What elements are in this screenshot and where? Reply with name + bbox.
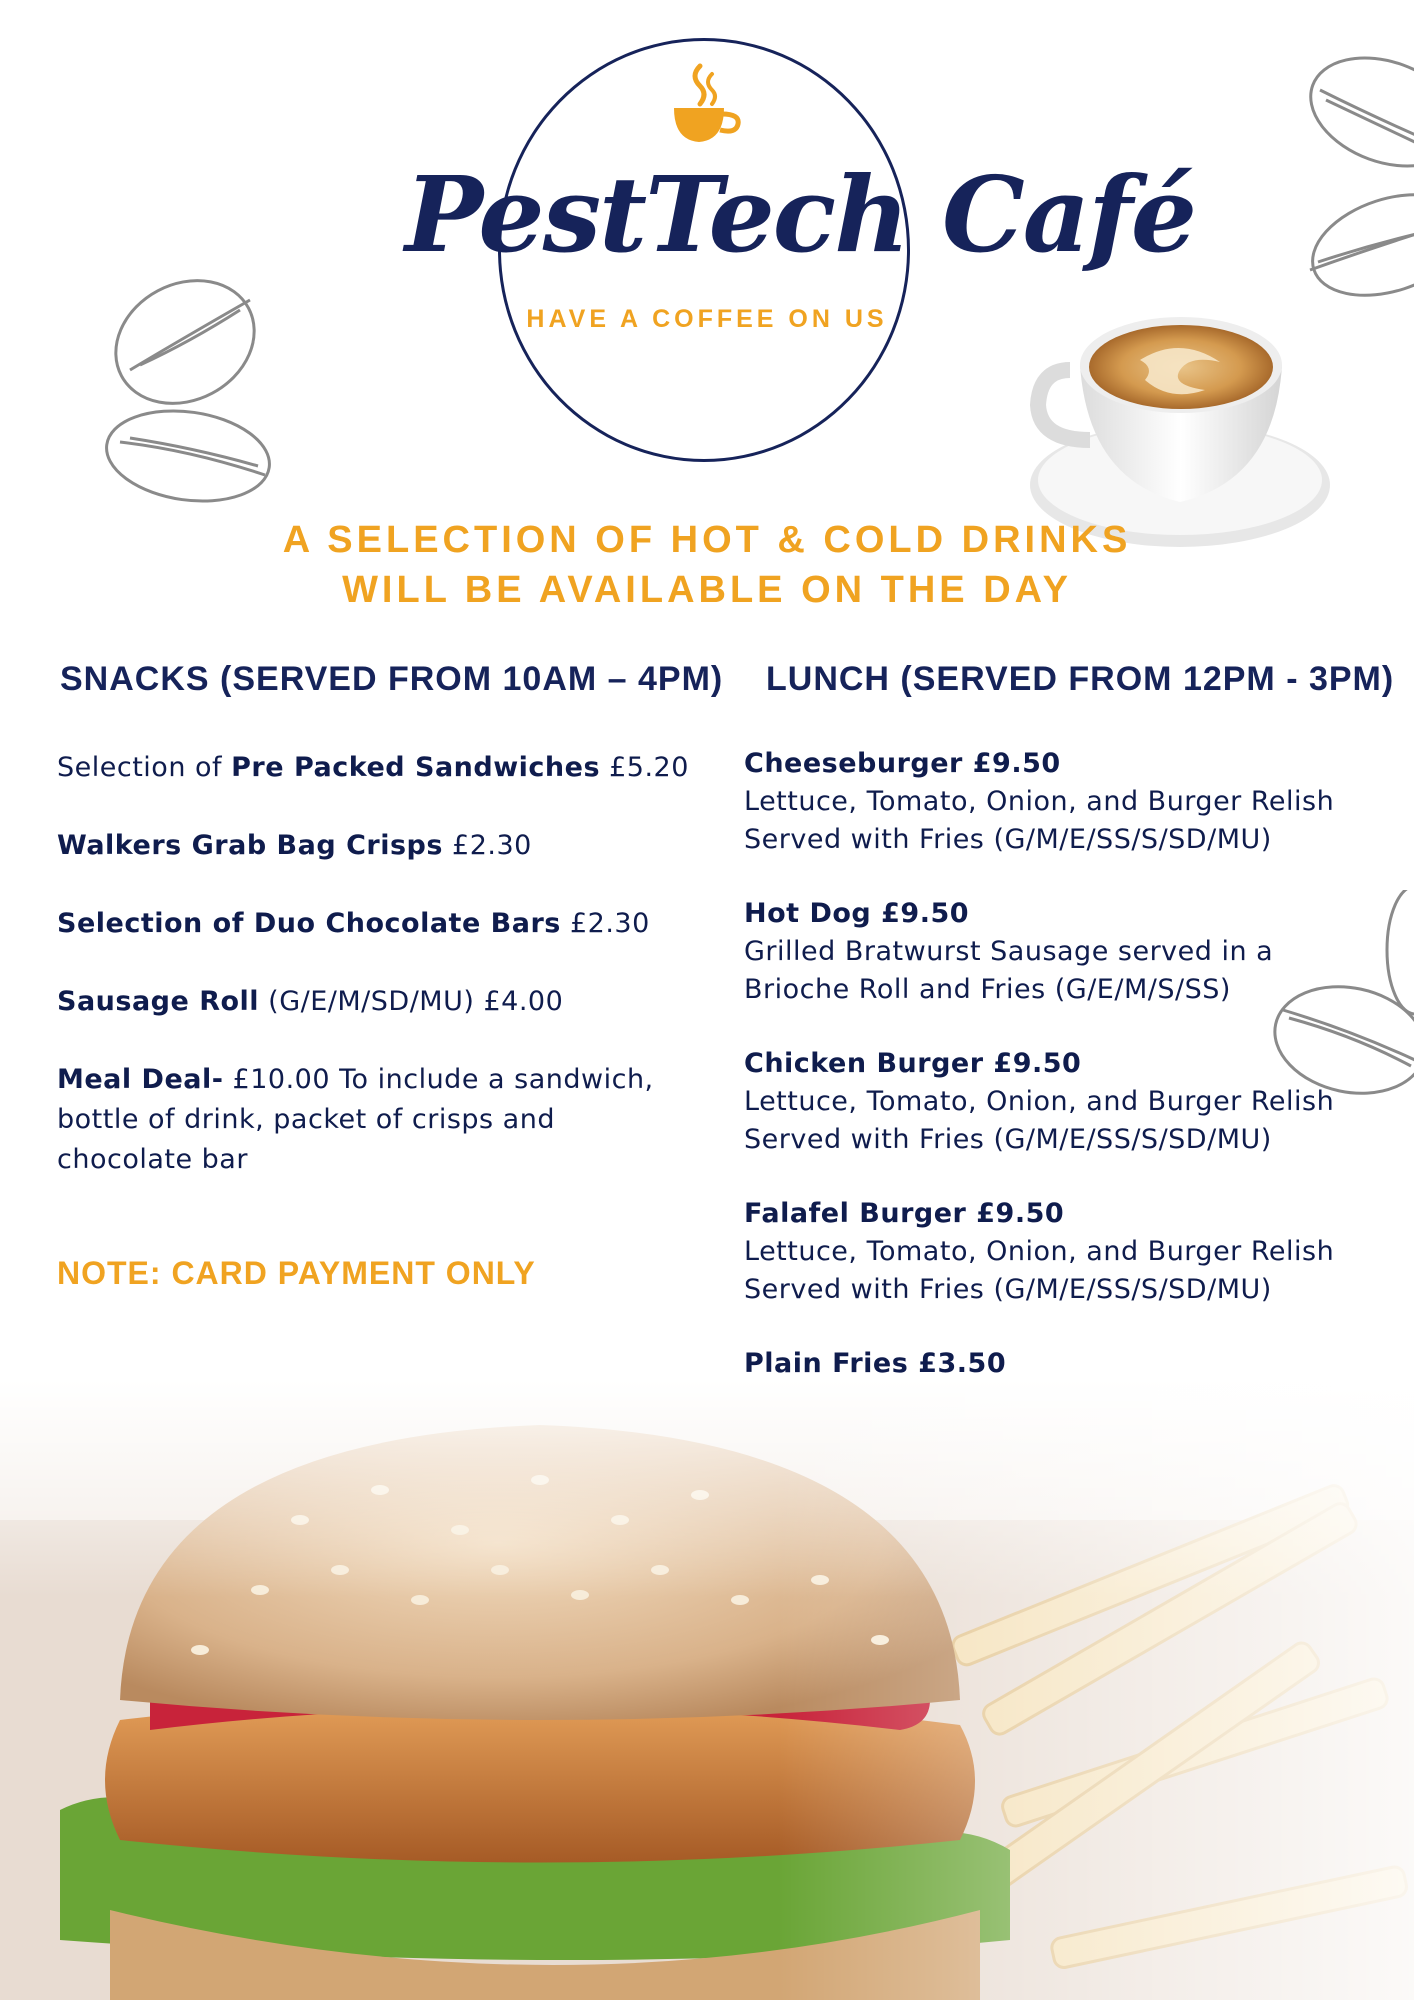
lunch-item-name: Hot Dog £9.50	[744, 898, 970, 929]
snack-item	[57, 748, 697, 788]
burger-photo	[0, 1380, 1414, 2000]
lunch-item-name: Plain Fries £3.50	[744, 1348, 1007, 1379]
logo-name: PestTech Café	[405, 153, 1196, 276]
coffee-bean-icon	[1290, 50, 1414, 310]
lunch-item-desc: Served with Fries (G/M/E/SS/S/SD/MU)	[744, 1124, 1272, 1155]
lunch-item-name: Falafel Burger £9.50	[744, 1198, 1065, 1229]
lunch-item	[744, 1045, 1404, 1159]
payment-note: NOTE: CARD PAYMENT ONLY	[57, 1255, 536, 1291]
snack-price: £2.30	[560, 908, 650, 939]
lunch-item	[744, 745, 1404, 859]
snacks-heading: SNACKS (SERVED FROM 10AM – 4PM)	[60, 660, 724, 698]
snack-price: £2.30	[442, 830, 532, 861]
snack-item	[57, 1060, 687, 1180]
lunch-item-name: Cheeseburger £9.50	[744, 748, 1061, 779]
lunch-heading: LUNCH (SERVED FROM 12PM - 3PM)	[766, 660, 1395, 698]
coffee-bean-icon	[100, 270, 280, 510]
snack-price: £5.20	[600, 752, 689, 783]
lunch-item-desc: Lettuce, Tomato, Onion, and Burger Relish	[744, 786, 1335, 817]
lunch-item-desc: Brioche Roll and Fries (G/E/M/S/SS)	[744, 974, 1231, 1005]
headline-line: A SELECTION OF HOT & COLD DRINKS	[282, 519, 1132, 561]
lunch-item-name: Chicken Burger £9.50	[744, 1048, 1082, 1079]
lunch-item-desc: Lettuce, Tomato, Onion, and Burger Relish	[744, 1086, 1335, 1117]
headline-line: WILL BE AVAILABLE ON THE DAY	[342, 569, 1072, 611]
lunch-item-desc: Served with Fries (G/M/E/SS/S/SD/MU)	[744, 1274, 1272, 1305]
snack-text: Selection of	[57, 752, 232, 783]
snack-name: Walkers Grab Bag Crisps	[57, 830, 443, 861]
lunch-item-desc: Served with Fries (G/M/E/SS/S/SD/MU)	[744, 824, 1272, 855]
logo-tagline: HAVE A COFFEE ON US	[526, 305, 888, 333]
lunch-item	[744, 1195, 1404, 1309]
snack-price: £10.00 To include a sandwich, bottle of drink, packet of crisps and chocolate bar	[57, 1064, 654, 1175]
snack-name: Meal Deal-	[57, 1064, 224, 1095]
snack-item	[57, 904, 697, 944]
drinks-headline	[250, 515, 1164, 615]
lunch-item-desc: Grilled Bratwurst Sausage served in a	[744, 936, 1274, 967]
snack-name: Sausage Roll	[57, 986, 260, 1017]
lunch-item-desc: Lettuce, Tomato, Onion, and Burger Relish	[744, 1236, 1335, 1267]
lunch-item	[744, 895, 1404, 1009]
snack-name: Pre Packed Sandwiches	[231, 752, 601, 783]
snack-price: (G/E/M/SD/MU) £4.00	[259, 986, 564, 1017]
snack-name: Selection of Duo Chocolate Bars	[57, 908, 561, 939]
snack-item	[57, 982, 697, 1022]
lunch-item	[744, 1345, 1404, 1383]
coffee-cup-icon	[668, 62, 744, 146]
snack-item	[57, 826, 697, 866]
